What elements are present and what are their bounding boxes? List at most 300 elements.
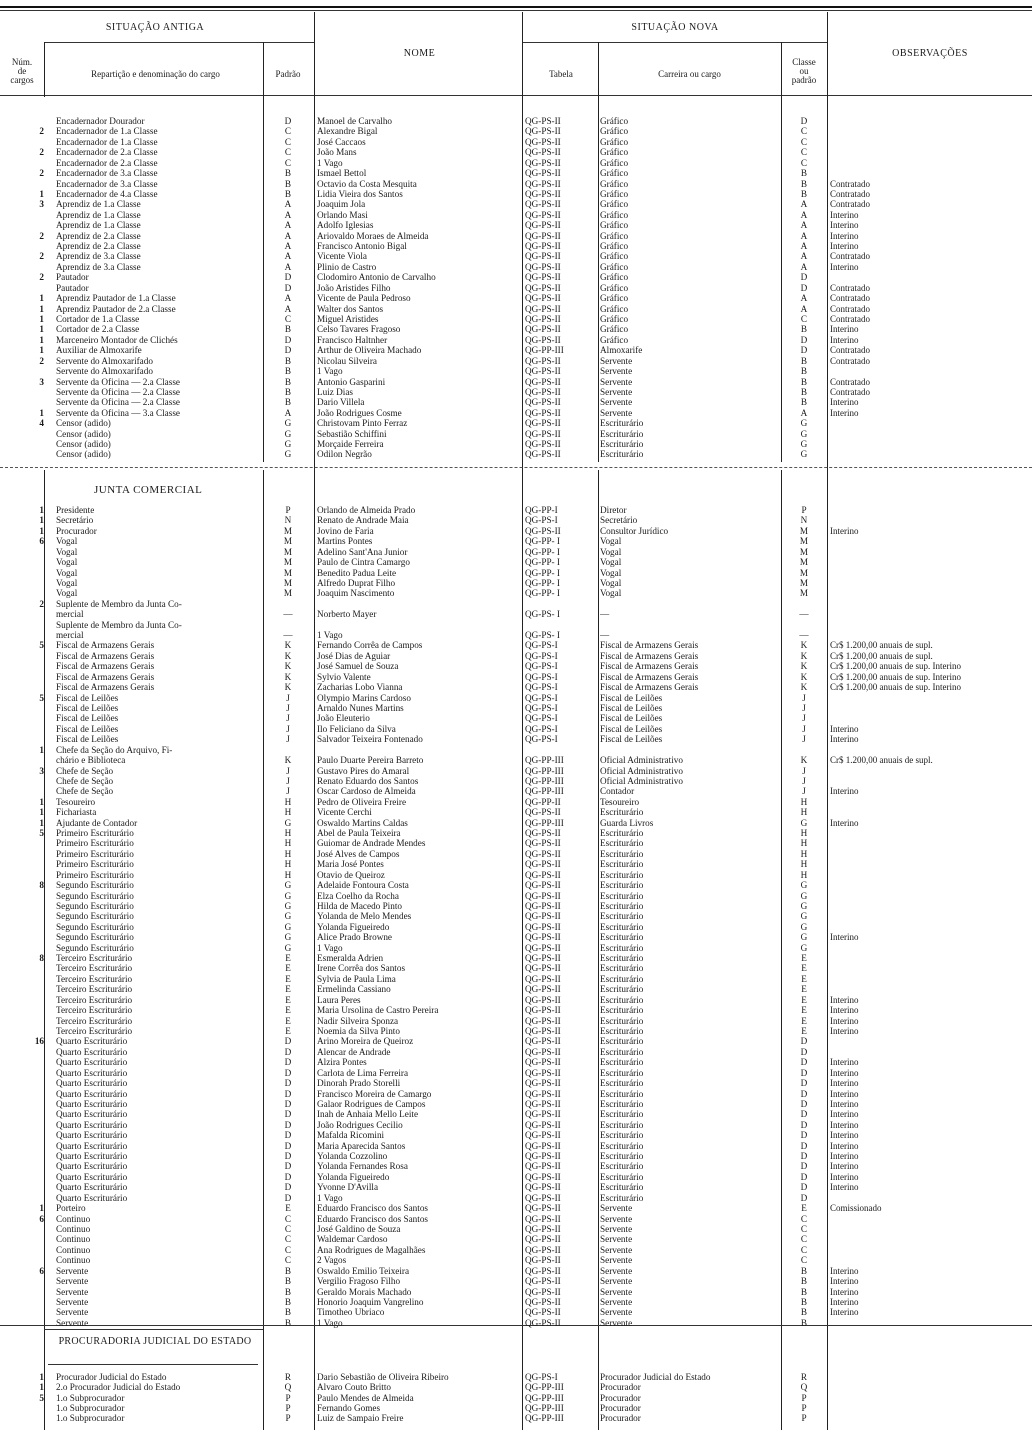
nome-cell: Laura Peres	[317, 994, 361, 1005]
nome-cell: Eduardo Francisco dos Santos	[317, 1203, 428, 1214]
nome-cell: Paulo Mendes de Almeida	[317, 1392, 414, 1403]
classe-padrao-cell: K	[800, 755, 808, 766]
reparticao-cargo-cell: Terceiro Escriturário	[56, 953, 133, 964]
tabela-cell: QG-PS-II	[525, 157, 561, 168]
padrao-cell: A	[284, 209, 292, 220]
table-row	[0, 995, 1032, 1005]
tabela-cell: QG-PS- I	[525, 630, 560, 641]
reparticao-cargo-cell: Quarto Escriturário	[56, 1161, 128, 1172]
nome-cell: Galaor Rodrigues de Campos	[317, 1098, 426, 1109]
nome-cell: Waldemar Cardoso	[317, 1234, 388, 1245]
carreira-cargo-cell: Servente	[600, 1317, 633, 1328]
nome-cell: Ana Rodrigues de Magalhães	[317, 1244, 426, 1255]
nome-cell: Pedro de Oliveira Freire	[317, 796, 407, 807]
nome-cell: João Mans	[317, 147, 357, 158]
table-row	[0, 984, 1032, 994]
nome-cell: Christovam Pinto Ferraz	[317, 418, 408, 429]
classe-padrao-cell: C	[800, 126, 808, 137]
carreira-cargo-cell: Diretor	[600, 505, 627, 515]
reparticao-cargo-cell: Servente da Oficina — 2.a Classe	[56, 376, 180, 387]
tabela-cell: QG-PS-II	[525, 1244, 561, 1255]
carreira-cargo-cell: Escriturário	[600, 1192, 644, 1203]
nome-cell: Honorio Joaquim Vangrelino	[317, 1296, 424, 1307]
observacao-cell: Interino	[830, 1088, 859, 1099]
padrao-cell: C	[284, 136, 292, 147]
table-row	[0, 1026, 1032, 1036]
reparticao-cargo-cell: Quarto Escriturário	[56, 1151, 128, 1162]
tabela-cell: QG-PS-II	[525, 116, 561, 126]
carreira-cargo-cell: Guarda Livros	[600, 817, 654, 828]
reparticao-cargo-cell: Servente	[56, 1286, 89, 1297]
cargos-count-cell: 1	[39, 324, 44, 335]
padrao-cell: D	[284, 1057, 292, 1068]
padrao-cell: B	[284, 1296, 292, 1307]
carreira-cargo-cell: Escriturário	[600, 428, 644, 439]
nome-cell: Yvonne D'Avilla	[317, 1182, 379, 1193]
nome-cell: Joaquim Nascimento	[317, 588, 395, 599]
table-row	[0, 1047, 1032, 1057]
classe-padrao-cell: G	[800, 921, 808, 932]
nome-cell: Elza Coelho da Rocha	[317, 890, 399, 901]
reparticao-cargo-cell: Aprendiz Pautador de 2.a Classe	[56, 303, 176, 314]
tabela-cell: QG-PS-II	[525, 428, 561, 439]
padrao-cell: C	[284, 1234, 292, 1245]
nome-cell: Irene Corrêa dos Santos	[317, 963, 406, 974]
padrao-cell: A	[284, 293, 292, 304]
table-row	[0, 356, 1032, 366]
top-rule	[0, 6, 1032, 8]
table-row	[0, 324, 1032, 334]
carreira-cargo-cell: Escriturário	[600, 1036, 644, 1047]
observacao-cell: Interino	[830, 407, 859, 418]
carreira-cargo-cell: Procurador	[600, 1402, 641, 1413]
observacao-cell: Contratado	[830, 313, 870, 324]
observacao-cell: Interino	[830, 324, 859, 335]
padrao-cell: C	[284, 1213, 292, 1224]
reparticao-cargo-cell: Pautador	[56, 282, 89, 293]
observacao-cell: Cr$ 1.200,00 anuais de sup. Interino	[830, 682, 961, 693]
carreira-cargo-cell: Gráfico	[600, 251, 629, 262]
table-row	[0, 1068, 1032, 1078]
padrao-cell: J	[286, 765, 290, 776]
reparticao-cargo-cell: Servente	[56, 1317, 89, 1328]
reparticao-cargo-cell: Aprendiz de 2.a Classe	[56, 230, 141, 241]
carreira-cargo-cell: Tesoureiro	[600, 796, 640, 807]
table-row	[0, 304, 1032, 314]
tabela-cell: QG-PS-II	[525, 272, 561, 283]
tabela-cell: QG-PP-III	[525, 765, 564, 776]
tabela-cell: QG-PS-II	[525, 407, 561, 418]
separator-2b	[44, 1329, 263, 1330]
tabela-cell: QG-PS-II	[525, 126, 561, 137]
tabela-cell: QG-PS-II	[525, 828, 561, 839]
padrao-cell: G	[284, 890, 292, 901]
classe-padrao-cell: K	[800, 640, 808, 651]
padrao-cell: G	[284, 921, 292, 932]
cargos-count-cell: 2	[39, 147, 44, 158]
observacao-cell: Interino	[830, 1161, 859, 1172]
tabela-cell: QG-PS-II	[525, 900, 561, 911]
classe-padrao-cell: D	[800, 1192, 808, 1203]
observacao-cell: Interino	[830, 994, 859, 1005]
table-row	[0, 620, 1032, 630]
reparticao-cargo-cell: Fiscal de Armazens Gerais	[56, 650, 155, 661]
classe-padrao-cell: J	[802, 692, 806, 703]
carreira-cargo-cell: Escriturário	[600, 994, 644, 1005]
reparticao-cargo-cell: Fiscal de Leilões	[56, 692, 119, 703]
tabela-cell: QG-PP- I	[525, 546, 560, 557]
table-row	[0, 526, 1032, 536]
classe-padrao-cell: J	[802, 775, 806, 786]
tabela-cell: QG-PS-II	[525, 324, 561, 335]
classe-padrao-cell: E	[801, 973, 807, 984]
nome-cell: Zacharias Lobo Vianna	[317, 682, 403, 693]
table-row	[0, 189, 1032, 199]
observacao-cell: Interino	[830, 1265, 859, 1276]
reparticao-cargo-cell: Chefe de Seção	[56, 765, 114, 776]
reparticao-cargo-cell: Segundo Escriturário	[56, 890, 134, 901]
nome-cell: Salvador Teixeira Fontenado	[317, 734, 423, 745]
padrao-cell: E	[285, 1015, 291, 1026]
observacao-cell: Interino	[830, 220, 859, 231]
nome-cell: Nicolau Silveira	[317, 355, 377, 366]
table-row	[0, 345, 1032, 355]
carreira-cargo-cell: Escriturário	[600, 984, 644, 995]
reparticao-cargo-cell: Quarto Escriturário	[56, 1140, 128, 1151]
carreira-cargo-cell: Gráfico	[600, 230, 629, 241]
classe-padrao-cell: A	[800, 199, 808, 210]
carreira-cargo-cell: Servente	[600, 397, 633, 408]
nome-cell: 1 Vago	[317, 942, 343, 953]
padrao-cell: J	[286, 734, 290, 745]
carreira-cargo-cell: Escriturário	[600, 1057, 644, 1068]
padrao-cell: H	[284, 807, 292, 818]
tabela-cell: QG-PS-II	[525, 1067, 561, 1078]
carreira-cargo-cell: Escriturário	[600, 890, 644, 901]
padrao-cell: B	[284, 168, 292, 179]
padrao-cell: H	[284, 828, 292, 839]
classe-padrao-cell: C	[800, 1244, 808, 1255]
nome-cell: João Eleuterio	[317, 713, 370, 724]
observacao-cell: Interino	[830, 1171, 859, 1182]
table-row	[0, 682, 1032, 692]
carreira-cargo-cell: Escriturário	[600, 1088, 644, 1099]
tabela-cell: QG-PP- I	[525, 536, 560, 547]
carreira-cargo-cell: Escriturário	[600, 1067, 644, 1078]
reparticao-cargo-cell: Servente da Oficina — 2.a Classe	[56, 397, 180, 408]
classe-padrao-cell: H	[800, 807, 808, 818]
reparticao-cargo-cell: Fiscal de Leilões	[56, 734, 119, 745]
carreira-cargo-cell: Escriturário	[600, 953, 644, 964]
observacao-cell: Contratado	[830, 199, 870, 210]
cargos-count-cell: 2	[39, 251, 44, 262]
tabela-cell: QG-PS-II	[525, 136, 561, 147]
padrao-cell: B	[284, 188, 292, 199]
header-classe-line1: Classe	[792, 57, 816, 67]
table-row	[0, 838, 1032, 848]
tabela-cell: QG-PS-II	[525, 241, 561, 252]
table-row	[0, 1182, 1032, 1192]
padrao-cell: G	[284, 817, 292, 828]
nome-cell: Benedito Padua Leite	[317, 567, 397, 578]
carreira-cargo-cell: Escriturário	[600, 418, 644, 429]
cargos-count-cell: 2	[39, 272, 44, 283]
padrao-cell: H	[284, 848, 292, 859]
reparticao-cargo-cell: Terceiro Escriturário	[56, 984, 133, 995]
classe-padrao-cell: Q	[800, 1382, 808, 1393]
classe-padrao-cell: B	[800, 397, 808, 408]
reparticao-cargo-cell: Aprendiz de 1.a Classe	[56, 209, 141, 220]
carreira-cargo-cell: Escriturário	[600, 1078, 644, 1089]
nome-cell: Arnaldo Nunes Martins	[317, 702, 404, 713]
carreira-cargo-cell: Escriturário	[600, 1026, 644, 1036]
padrao-cell: B	[284, 376, 292, 387]
reparticao-cargo-cell: Aprendiz Pautador de 1.a Classe	[56, 293, 176, 304]
observacao-cell: Contratado	[830, 282, 870, 293]
table-row	[0, 1057, 1032, 1067]
cargos-count-cell: 5	[39, 828, 44, 839]
table-row	[0, 609, 1032, 619]
tabela-cell: QG-PS-I	[525, 650, 558, 661]
table-row	[0, 703, 1032, 713]
padrao-cell: J	[286, 775, 290, 786]
nome-cell: Adelino Sant'Ana Junior	[317, 546, 408, 557]
tabela-cell: QG-PS-II	[525, 1296, 561, 1307]
carreira-cargo-cell: Servente	[600, 1244, 633, 1255]
nome-cell: Joaquim Jola	[317, 199, 366, 210]
tabela-cell: QG-PS-II	[525, 209, 561, 220]
table-row	[0, 116, 1032, 126]
cargos-count-cell: 3	[39, 376, 44, 387]
padrao-cell: A	[284, 230, 292, 241]
tabela-cell: QG-PS-II	[525, 1088, 561, 1099]
tabela-cell: QG-PS-I	[525, 723, 558, 734]
nome-cell: 1 Vago	[317, 366, 343, 377]
reparticao-cargo-cell: Quarto Escriturário	[56, 1182, 128, 1193]
reparticao-cargo-cell: Encadernador de 2.a Classe	[56, 147, 158, 158]
tabela-cell: QG-PS-II	[525, 1192, 561, 1203]
tabela-cell: QG-PS-II	[525, 230, 561, 241]
table-row	[0, 418, 1032, 428]
tabela-cell: QG-PS-II	[525, 1098, 561, 1109]
reparticao-cargo-cell: Quarto Escriturário	[56, 1098, 128, 1109]
observacao-cell: Cr$ 1.200,00 anuais de sup. Interino	[830, 671, 961, 682]
carreira-cargo-cell: Gráfico	[600, 199, 629, 210]
reparticao-cargo-cell: Procurador Judicial do Estado	[56, 1372, 167, 1382]
carreira-cargo-cell: Fiscal de Armazens Gerais	[600, 682, 699, 693]
carreira-cargo-cell: Gráfico	[600, 209, 629, 220]
reparticao-cargo-cell: Chefe de Seção	[56, 786, 114, 797]
padrao-cell: D	[284, 1088, 292, 1099]
padrao-cell: K	[284, 682, 292, 693]
padrao-cell: —	[283, 609, 293, 620]
padrao-cell: E	[285, 1026, 291, 1036]
tabela-cell: QG-PS-II	[525, 251, 561, 262]
table-row	[0, 1266, 1032, 1276]
carreira-cargo-cell: Servente	[600, 386, 633, 397]
padrao-cell: D	[284, 1140, 292, 1151]
classe-padrao-cell: B	[800, 1265, 808, 1276]
tabela-cell: QG-PS-II	[525, 303, 561, 314]
observacao-cell: Interino	[830, 1109, 859, 1120]
table-row	[0, 1214, 1032, 1224]
tabela-cell: QG-PS-II	[525, 1151, 561, 1162]
classe-padrao-cell: D	[800, 1057, 808, 1068]
observacao-cell: Interino	[830, 817, 859, 828]
classe-padrao-cell: G	[800, 428, 808, 439]
table-row	[0, 734, 1032, 744]
classe-padrao-cell: D	[800, 116, 808, 126]
table-row	[0, 314, 1032, 324]
table-row	[0, 408, 1032, 418]
classe-padrao-cell: G	[800, 880, 808, 891]
nome-cell: Fernando Gomes	[317, 1402, 381, 1413]
carreira-cargo-cell: Procurador	[600, 1382, 641, 1393]
tabela-cell: QG-PS-II	[525, 1078, 561, 1089]
nome-cell: Vicente Cerchi	[317, 807, 372, 818]
reparticao-cargo-cell: Presidente	[56, 505, 95, 515]
classe-padrao-cell: K	[800, 661, 808, 672]
header-carreira: Carreira ou cargo	[658, 69, 721, 79]
nome-cell: 1 Vago	[317, 1317, 343, 1328]
cargos-count-cell: 1	[39, 515, 44, 526]
nome-cell: José Samuel de Souza	[317, 661, 399, 672]
reparticao-cargo-cell: Segundo Escriturário	[56, 911, 134, 922]
classe-padrao-cell: B	[800, 366, 808, 377]
padrao-cell: R	[284, 1372, 292, 1382]
classe-padrao-cell: D	[800, 1109, 808, 1120]
table-row	[0, 922, 1032, 932]
tabela-cell: QG-PS-II	[525, 848, 561, 859]
classe-padrao-cell: B	[800, 386, 808, 397]
tabela-cell: QG-PS-II	[525, 911, 561, 922]
cargos-count-cell: 1	[39, 345, 44, 356]
carreira-cargo-cell: Fiscal de Leilões	[600, 734, 663, 745]
carreira-cargo-cell: Escriturário	[600, 838, 644, 849]
reparticao-cargo-cell: Fiscal de Armazens Gerais	[56, 640, 155, 651]
reparticao-cargo-cell: Quarto Escriturário	[56, 1171, 128, 1182]
carreira-cargo-cell: Escriturário	[600, 1140, 644, 1151]
reparticao-cargo-cell: Servente	[56, 1307, 89, 1318]
classe-padrao-cell: P	[801, 1392, 807, 1403]
carreira-cargo-cell: Gráfico	[600, 293, 629, 304]
carreira-cargo-cell: Escriturário	[600, 1171, 644, 1182]
reparticao-cargo-cell: Primeiro Escriturário	[56, 828, 134, 839]
carreira-cargo-cell: Servente	[600, 1223, 633, 1234]
reparticao-cargo-cell: Vogal	[56, 567, 78, 578]
observacao-cell: Interino	[830, 1015, 859, 1026]
padrao-cell: D	[284, 1046, 292, 1057]
tabela-cell: QG-PS-I	[525, 702, 558, 713]
padrao-cell: G	[284, 911, 292, 922]
table-row	[0, 932, 1032, 942]
table-row	[0, 272, 1032, 282]
table-row	[0, 755, 1032, 765]
table-row	[0, 429, 1032, 439]
observacao-cell: Interino	[830, 397, 859, 408]
reparticao-cargo-cell: Fiscal de Leilões	[56, 713, 119, 724]
table-row	[0, 651, 1032, 661]
tabela-cell: QG-PP-III	[525, 786, 564, 797]
padrao-cell: D	[284, 1192, 292, 1203]
carreira-cargo-cell: Escriturário	[600, 1119, 644, 1130]
classe-padrao-cell: B	[800, 1307, 808, 1318]
observacao-cell: Contratado	[830, 188, 870, 199]
carreira-cargo-cell: Escriturário	[600, 911, 644, 922]
nome-cell: Maria José Pontes	[317, 859, 384, 870]
table-row	[0, 168, 1032, 178]
table-row	[0, 578, 1032, 588]
classe-padrao-cell: H	[800, 859, 808, 870]
table-row	[0, 1151, 1032, 1161]
reparticao-cargo-cell: Vogal	[56, 536, 78, 547]
carreira-cargo-cell: Gráfico	[600, 188, 629, 199]
carreira-cargo-cell: Gráfico	[600, 334, 629, 345]
header-classe-padrao	[781, 58, 827, 85]
carreira-cargo-cell: Fiscal de Armazens Gerais	[600, 640, 699, 651]
nome-cell: Nadir Silveira Sponza	[317, 1015, 399, 1026]
padrao-cell: C	[284, 1255, 292, 1266]
tabela-cell: QG-PS-II	[525, 1130, 561, 1141]
carreira-cargo-cell: Gráfico	[600, 261, 629, 272]
padrao-cell: D	[284, 1109, 292, 1120]
observacao-cell: Contratado	[830, 293, 870, 304]
nome-cell: Sylvia de Paula Lima	[317, 973, 396, 984]
reparticao-cargo-cell: Quarto Escriturário	[56, 1078, 128, 1089]
nome-cell: 1 Vago	[317, 157, 343, 168]
padrao-cell: D	[284, 1067, 292, 1078]
reparticao-cargo-cell: chário e Biblioteca	[56, 755, 126, 766]
padrao-cell: E	[285, 963, 291, 974]
nome-cell: Francisco Haltnher	[317, 334, 388, 345]
header-padrao: Padrão	[275, 69, 301, 79]
tabela-cell: QG-PS-II	[525, 838, 561, 849]
classe-padrao-cell: H	[800, 848, 808, 859]
carreira-cargo-cell: Escriturário	[600, 1151, 644, 1162]
tabela-cell: QG-PS-I	[525, 692, 558, 703]
table-row	[0, 1255, 1032, 1265]
table-row	[0, 672, 1032, 682]
nome-cell: João Rodrigues Cecilio	[317, 1119, 403, 1130]
table-row	[0, 231, 1032, 241]
tabela-cell: QG-PS-I	[525, 515, 558, 526]
nome-cell: Celso Tavares Fragoso	[317, 324, 401, 335]
reparticao-cargo-cell: Segundo Escriturário	[56, 880, 134, 891]
padrao-cell: A	[284, 220, 292, 231]
tabela-cell: QG-PS-II	[525, 220, 561, 231]
carreira-cargo-cell: Escriturário	[600, 439, 644, 450]
reparticao-cargo-cell: Cortador de 2.a Classe	[56, 324, 140, 335]
padrao-cell: K	[284, 661, 292, 672]
carreira-cargo-cell: Gráfico	[600, 303, 629, 314]
observacao-cell: Interino	[830, 1296, 859, 1307]
observacao-cell: Contratado	[830, 386, 870, 397]
carreira-cargo-cell: Gráfico	[600, 178, 629, 189]
padrao-cell: K	[284, 671, 292, 682]
tabela-cell: QG-PP- I	[525, 588, 560, 599]
carreira-cargo-cell: Fiscal de Leilões	[600, 713, 663, 724]
nome-cell: Dario Villela	[317, 397, 365, 408]
carreira-cargo-cell: Gráfico	[600, 272, 629, 283]
table-row	[0, 293, 1032, 303]
observacao-cell: Interino	[830, 334, 859, 345]
classe-padrao-cell: B	[800, 168, 808, 179]
reparticao-cargo-cell: Quarto Escriturário	[56, 1119, 128, 1130]
padrao-cell: D	[284, 1119, 292, 1130]
nome-cell: Luiz Dias	[317, 386, 353, 397]
nome-cell: Maria Ursolina de Castro Pereira	[317, 1005, 439, 1016]
reparticao-cargo-cell: Fiscal de Leilões	[56, 702, 119, 713]
